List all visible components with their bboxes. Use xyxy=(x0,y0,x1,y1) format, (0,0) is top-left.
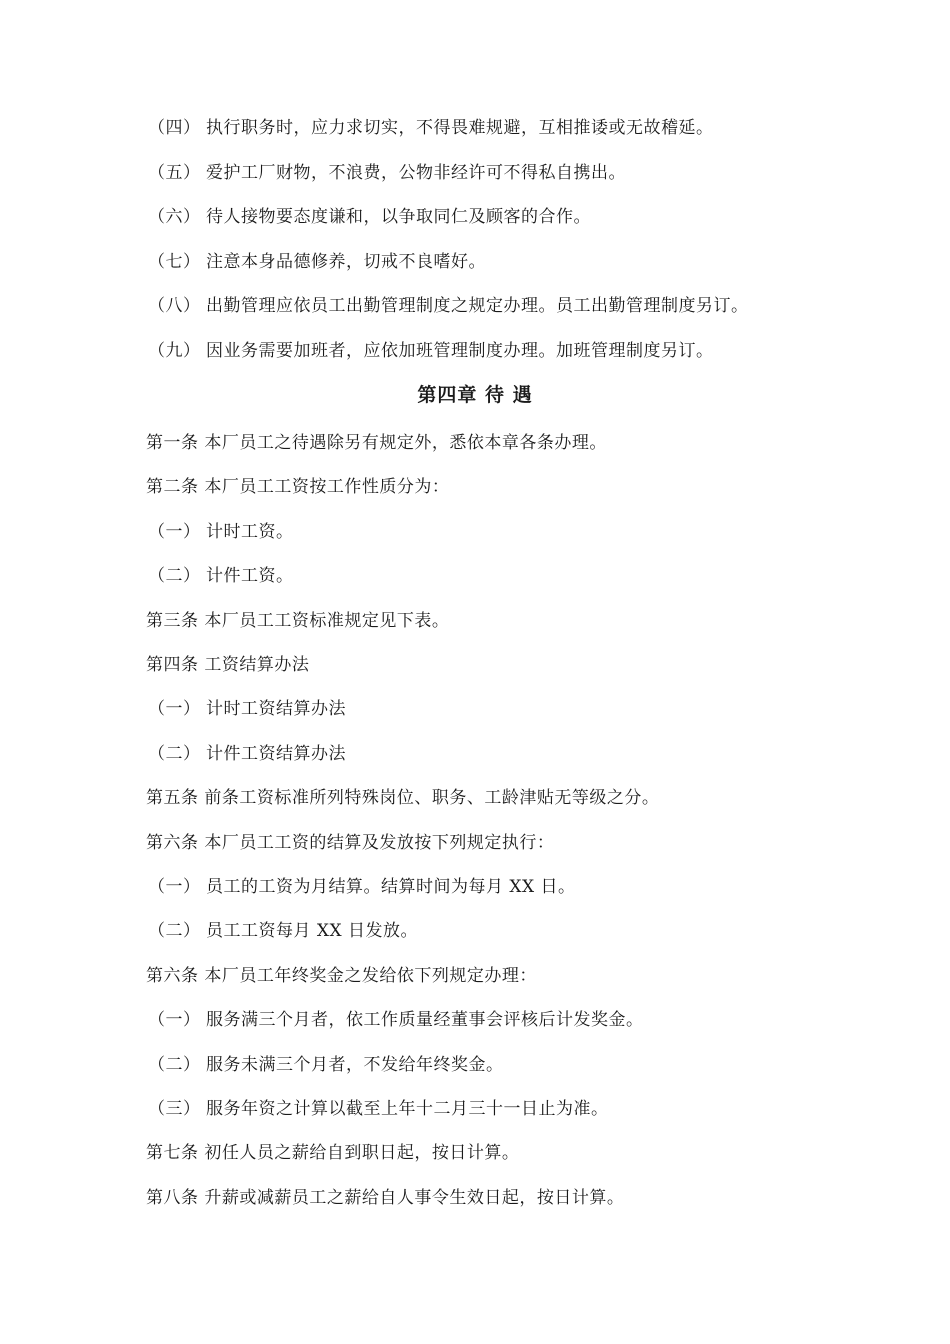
list-item xyxy=(148,565,294,587)
article-line: 第一条 本厂员工之待遇除另有规定外，悉依本章各条办理。 xyxy=(146,433,607,453)
list-item xyxy=(148,521,294,543)
item-text: 计件工资。 xyxy=(206,566,294,586)
list-item xyxy=(148,162,626,184)
item-marker: （一） xyxy=(148,877,201,897)
item-text: 待人接物要态度谦和，以争取同仁及顾客的合作。 xyxy=(206,207,591,227)
list-item xyxy=(148,340,714,362)
item-text: 执行职务时，应力求切实，不得畏难规避，互相推诿或无故稽延。 xyxy=(206,118,714,138)
item-text: 计时工资。 xyxy=(206,522,294,542)
item-text: 服务未满三个月者，不发给年终奖金。 xyxy=(206,1055,504,1075)
item-text: 注意本身品德修养，切戒不良嗜好。 xyxy=(206,252,486,272)
list-item xyxy=(148,295,749,317)
item-text: 出勤管理应依员工出勤管理制度之规定办理。员工出勤管理制度另订。 xyxy=(206,296,749,316)
article-line: 第七条 初任人员之薪给自到职日起，按日计算。 xyxy=(146,1143,520,1163)
list-item xyxy=(148,1098,609,1120)
list-item xyxy=(148,117,714,139)
item-text: 服务满三个月者，依工作质量经董事会评核后计发奖金。 xyxy=(206,1010,644,1030)
item-text: 员工的工资为月结算。结算时间为每月 XX 日。 xyxy=(206,877,576,897)
list-item xyxy=(148,698,346,720)
item-marker: （一） xyxy=(148,1010,201,1030)
item-marker: （二） xyxy=(148,921,201,941)
article-line: 第三条 本厂员工工资标准规定见下表。 xyxy=(146,611,450,631)
item-marker: （六） xyxy=(148,207,201,227)
item-marker: （九） xyxy=(148,341,201,361)
list-item xyxy=(148,1009,644,1031)
article-line: 第五条 前条工资标准所列特殊岗位、职务、工龄津贴无等级之分。 xyxy=(146,788,660,808)
item-marker: （五） xyxy=(148,163,201,183)
item-marker: （一） xyxy=(148,522,201,542)
item-text: 爱护工厂财物，不浪费，公物非经许可不得私自携出。 xyxy=(206,163,626,183)
list-item xyxy=(148,251,486,273)
list-item xyxy=(148,920,418,942)
item-marker: （三） xyxy=(148,1099,201,1119)
item-text: 服务年资之计算以截至上年十二月三十一日止为准。 xyxy=(206,1099,609,1119)
item-marker: （七） xyxy=(148,252,201,272)
item-marker: （二） xyxy=(148,566,201,586)
article-line: 第六条 本厂员工年终奖金之发给依下列规定办理： xyxy=(146,966,537,986)
item-marker: （四） xyxy=(148,118,201,138)
item-marker: （一） xyxy=(148,699,201,719)
item-text: 计件工资结算办法 xyxy=(206,744,346,764)
item-text: 计时工资结算办法 xyxy=(206,699,346,719)
item-text: 员工工资每月 XX 日发放。 xyxy=(206,921,419,941)
list-item xyxy=(148,206,591,228)
article-line: 第二条 本厂员工工资按工作性质分为： xyxy=(146,477,450,497)
article-line: 第八条 升薪或减薪员工之薪给自人事令生效日起，按日计算。 xyxy=(146,1188,625,1208)
list-item xyxy=(148,1054,504,1076)
item-marker: （二） xyxy=(148,744,201,764)
item-marker: （八） xyxy=(148,296,201,316)
article-line: 第六条 本厂员工工资的结算及发放按下列规定执行： xyxy=(146,833,555,853)
list-item xyxy=(148,743,346,765)
article-line: 第四条 工资结算办法 xyxy=(146,655,310,675)
item-marker: （二） xyxy=(148,1055,201,1075)
item-text: 因业务需要加班者，应依加班管理制度办理。加班管理制度另订。 xyxy=(206,341,714,361)
list-item xyxy=(148,876,576,898)
chapter-title: 第四章 待 遇 xyxy=(417,384,533,406)
